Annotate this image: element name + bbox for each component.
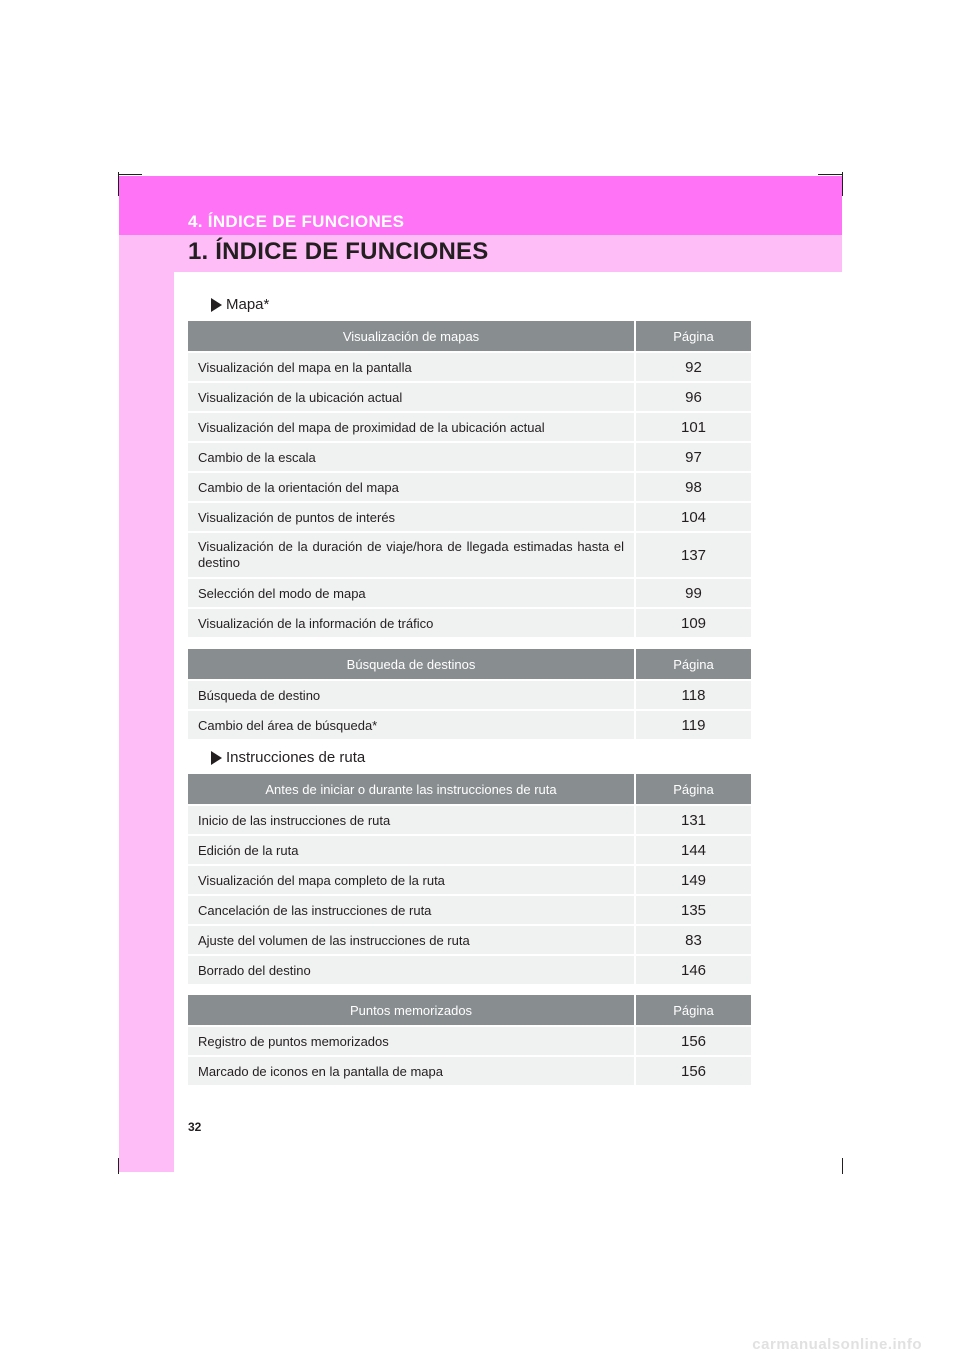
- table-row: [188, 578, 751, 608]
- table-memory-points: [188, 995, 751, 1085]
- row-page: 92: [635, 352, 751, 382]
- table-row: [188, 1056, 751, 1085]
- table-row: [188, 532, 751, 578]
- row-desc: Ajuste del volumen de las instrucciones de ruta: [188, 925, 635, 955]
- row-desc: Selección del modo de mapa: [188, 578, 635, 608]
- table-row: [188, 352, 751, 382]
- row-page: 83: [635, 925, 751, 955]
- row-desc: Visualización de la duración de viaje/hora de llegada estimadas hasta el destino: [188, 532, 635, 578]
- row-desc: Borrado del destino: [188, 955, 635, 984]
- table-row: [188, 895, 751, 925]
- crop-mark: [118, 174, 142, 175]
- row-page: 137: [635, 532, 751, 578]
- row-page: 156: [635, 1056, 751, 1085]
- table-row: [188, 805, 751, 835]
- table-header-desc: Antes de iniciar o durante las instrucciones de ruta: [188, 774, 635, 805]
- row-desc: Cambio de la orientación del mapa: [188, 472, 635, 502]
- row-desc: Cancelación de las instrucciones de ruta: [188, 895, 635, 925]
- table-row: [188, 710, 751, 739]
- table-row: [188, 1026, 751, 1056]
- row-page: 135: [635, 895, 751, 925]
- table-header-desc: Visualización de mapas: [188, 321, 635, 352]
- triangle-right-icon: [211, 298, 222, 312]
- subheading-route-label: Instrucciones de ruta: [226, 749, 366, 766]
- row-page: 119: [635, 710, 751, 739]
- crop-mark: [842, 172, 843, 196]
- table-row: [188, 865, 751, 895]
- table-row: [188, 955, 751, 984]
- row-desc: Inicio de las instrucciones de ruta: [188, 805, 635, 835]
- table-row: [188, 925, 751, 955]
- row-desc: Marcado de iconos en la pantalla de mapa: [188, 1056, 635, 1085]
- row-desc: Visualización de la ubicación actual: [188, 382, 635, 412]
- table-header-row: [188, 995, 751, 1026]
- subheading-map: [211, 296, 269, 313]
- table-header-row: [188, 649, 751, 680]
- row-desc: Búsqueda de destino: [188, 680, 635, 710]
- row-page: 131: [635, 805, 751, 835]
- row-desc: Edición de la ruta: [188, 835, 635, 865]
- sidebar-band: [119, 176, 174, 1172]
- table-row: [188, 680, 751, 710]
- row-page: 101: [635, 412, 751, 442]
- row-desc: Cambio del área de búsqueda*: [188, 710, 635, 739]
- table-header-page: Página: [635, 774, 751, 805]
- row-page: 99: [635, 578, 751, 608]
- row-page: 144: [635, 835, 751, 865]
- row-page: 156: [635, 1026, 751, 1056]
- crop-mark: [842, 1158, 843, 1174]
- row-desc: Registro de puntos memorizados: [188, 1026, 635, 1056]
- table-header-page: Página: [635, 649, 751, 680]
- crop-mark: [818, 174, 842, 175]
- subheading-route: [211, 749, 365, 766]
- page-number: 32: [188, 1120, 202, 1134]
- table-header-row: [188, 321, 751, 352]
- subheading-map-label: Mapa*: [226, 296, 270, 313]
- table-header-row: [188, 774, 751, 805]
- table-row: [188, 442, 751, 472]
- table-row: [188, 412, 751, 442]
- table-header-desc: Puntos memorizados: [188, 995, 635, 1026]
- table-header-page: Página: [635, 995, 751, 1026]
- table-row: [188, 608, 751, 637]
- row-page: 98: [635, 472, 751, 502]
- table-header-page: Página: [635, 321, 751, 352]
- row-page: 109: [635, 608, 751, 637]
- table-row: [188, 502, 751, 532]
- row-desc: Visualización del mapa en la pantalla: [188, 352, 635, 382]
- footer-watermark: carmanualsonline.info: [752, 1336, 922, 1353]
- table-map-display: [188, 321, 751, 637]
- row-page: 104: [635, 502, 751, 532]
- table-row: [188, 835, 751, 865]
- row-page: 97: [635, 442, 751, 472]
- section-label: 4. ÍNDICE DE FUNCIONES: [188, 212, 405, 231]
- page-title: 1. ÍNDICE DE FUNCIONES: [188, 238, 489, 265]
- table-row: [188, 472, 751, 502]
- row-desc: Visualización de la información de tráfico: [188, 608, 635, 637]
- table-route-guidance: [188, 774, 751, 984]
- row-desc: Visualización del mapa completo de la ruta: [188, 865, 635, 895]
- table-destination-search: [188, 649, 751, 739]
- triangle-right-icon: [211, 751, 222, 765]
- table-row: [188, 382, 751, 412]
- row-page: 146: [635, 955, 751, 984]
- row-desc: Cambio de la escala: [188, 442, 635, 472]
- row-page: 96: [635, 382, 751, 412]
- table-header-desc: Búsqueda de destinos: [188, 649, 635, 680]
- row-desc: Visualización del mapa de proximidad de la ubicación actual: [188, 412, 635, 442]
- row-page: 149: [635, 865, 751, 895]
- row-page: 118: [635, 680, 751, 710]
- row-desc: Visualización de puntos de interés: [188, 502, 635, 532]
